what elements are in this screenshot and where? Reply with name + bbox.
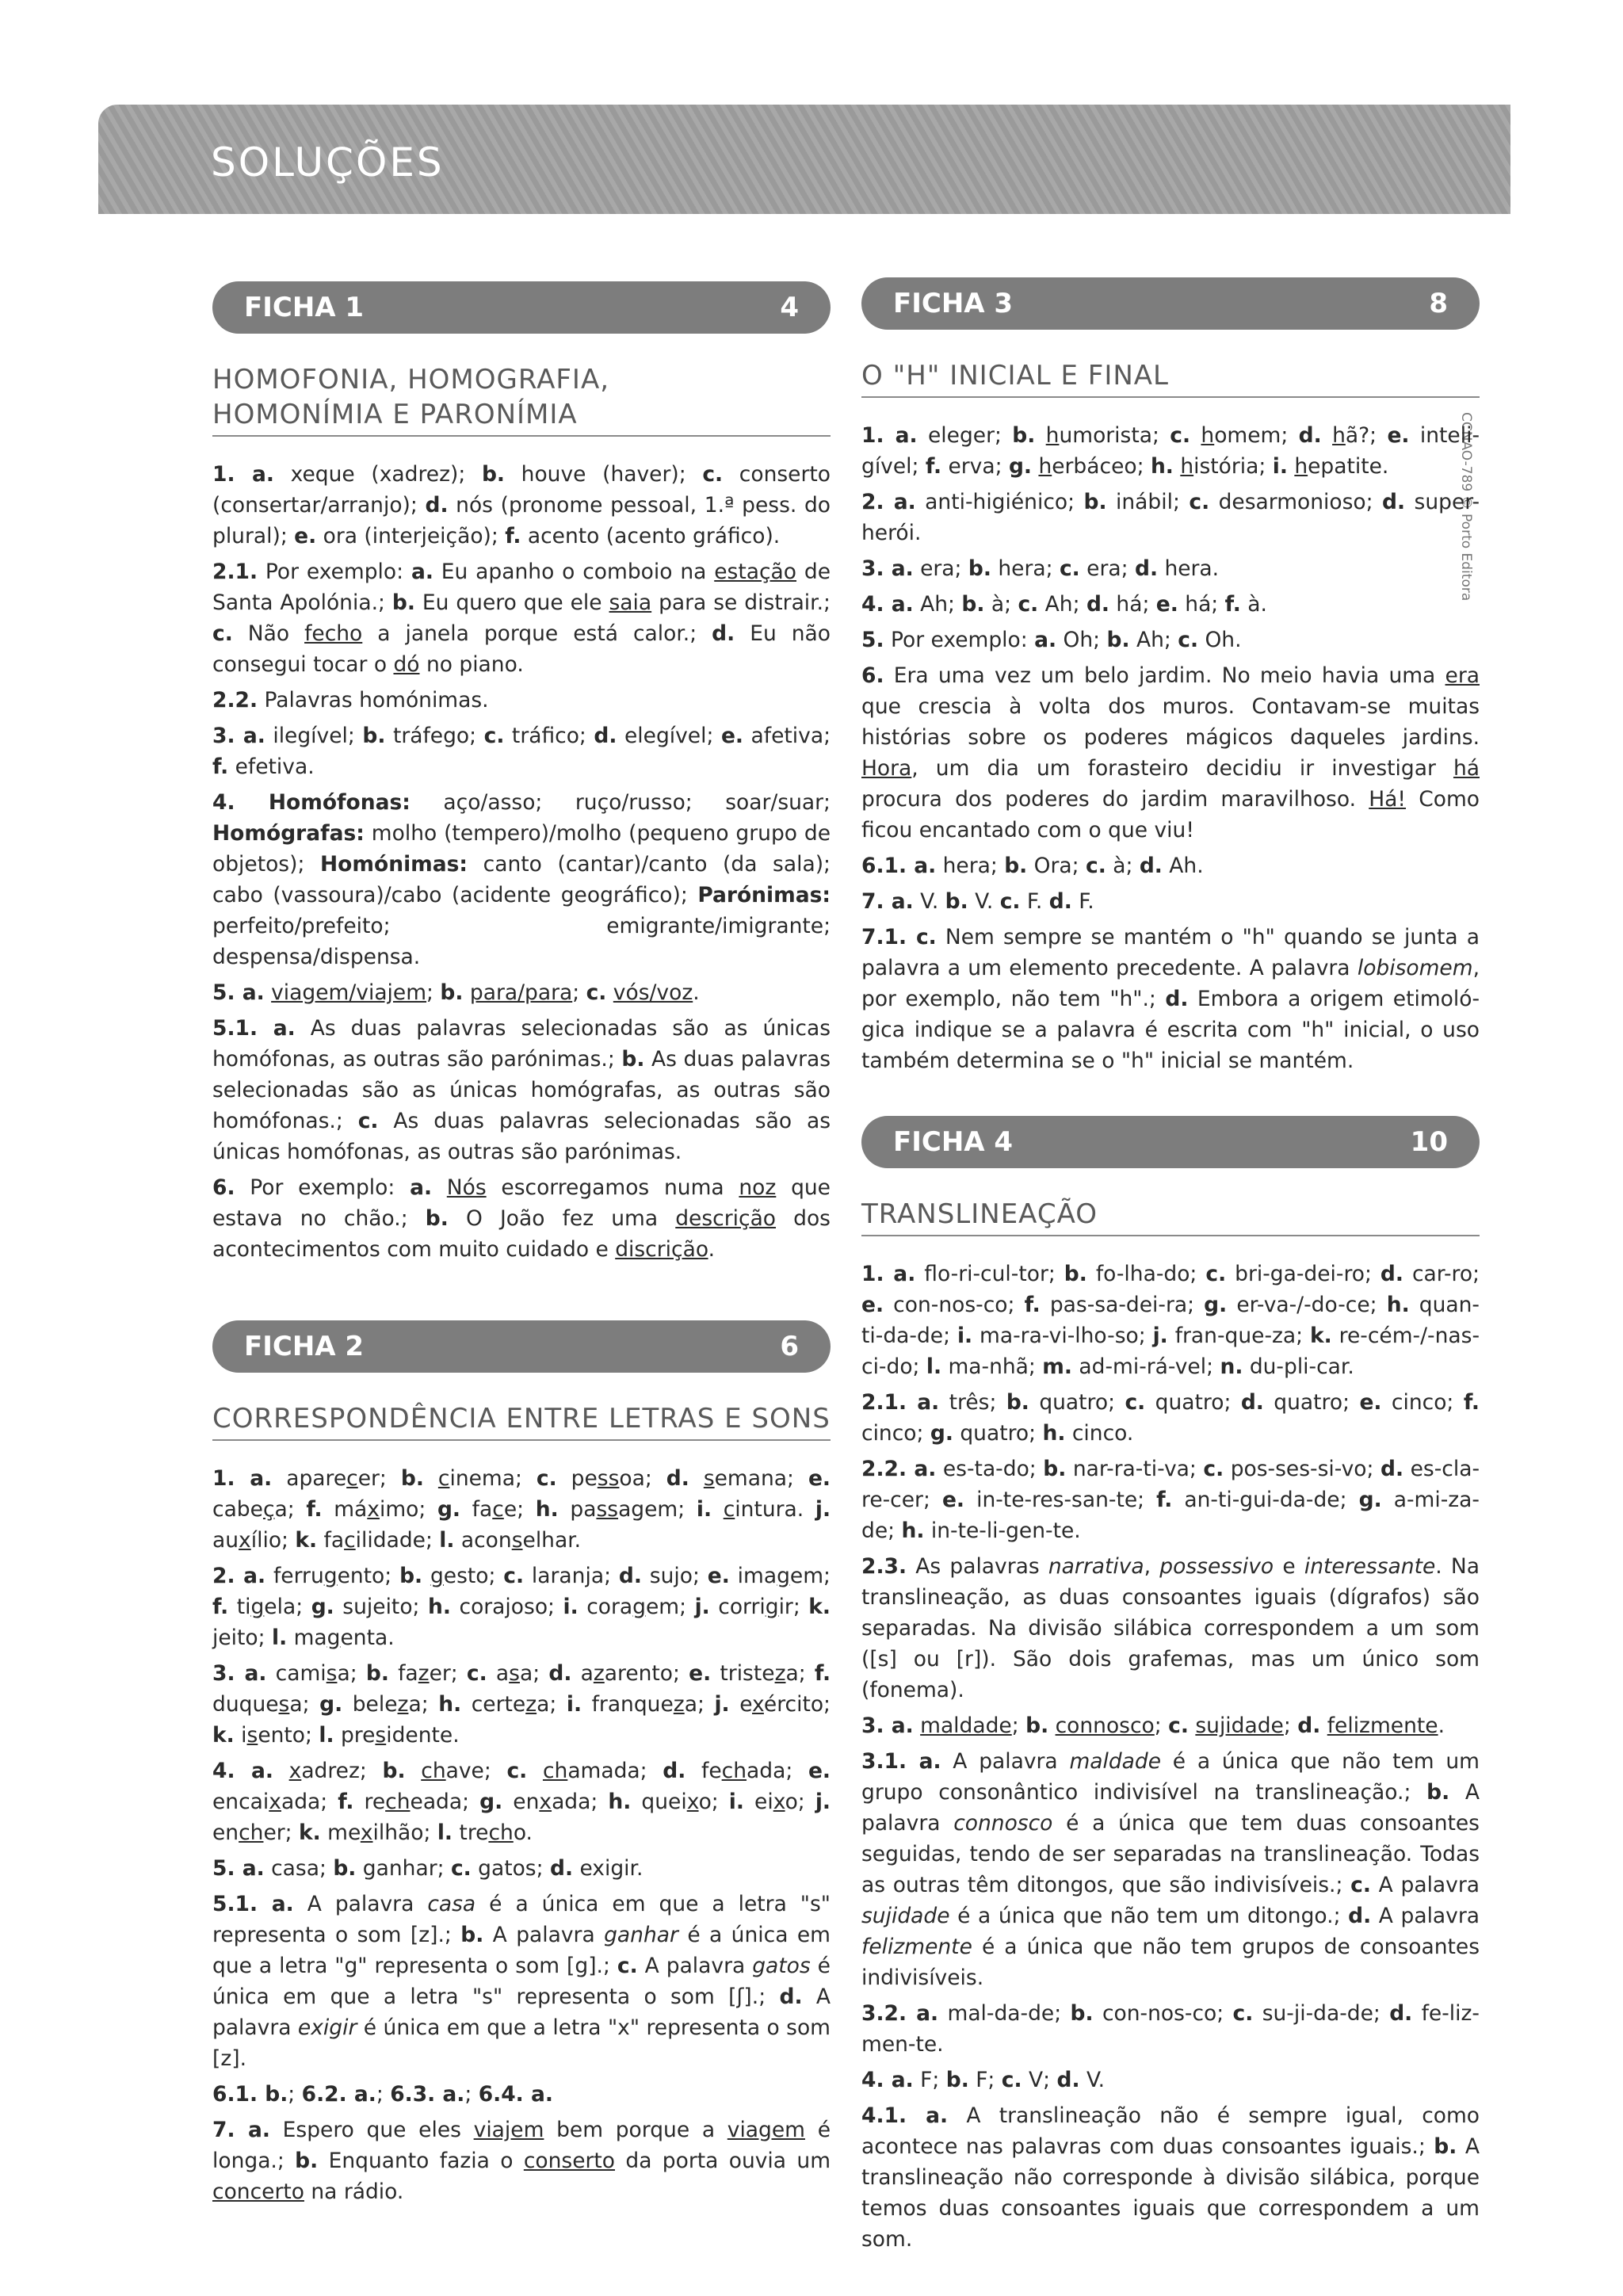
answer: 7. a. Espero que eles viajem bem porque a viagem é longa.; b. Enquanto fazia o conserto da porta ouvia um concerto na rádio. bbox=[212, 2118, 831, 2204]
ficha-3-bar bbox=[861, 277, 1480, 330]
answer: 4. a. F; b. F; c. V; d. V. bbox=[861, 2068, 1106, 2092]
answer: 1. a. xeque (xadrez); b. houve (haver); c. conserto (consertar/arranjo); d. nós (pronome pessoal, 1.ª pess. do plural); e. ora (interjeição); f. acento (acento gráfico). bbox=[212, 462, 831, 548]
answer: 4. a. Ah; b. à; c. Ah; d. há; e. há; f. à. bbox=[861, 592, 1267, 617]
answer: 4. a. xadrez; b. chave; c. chamada; d. fechada; e. encaixada; f. recheada; g. enxada; h. queixo; i. eixo; j. encher; k. mexilhão; l. trecho. bbox=[212, 1759, 831, 1845]
ficha-3-name: FICHA 3 bbox=[893, 288, 1014, 319]
answer: 2. a. anti-higiénico; b. inábil; c. desarmonioso; d. super-herói. bbox=[861, 490, 1480, 545]
ficha-1-name: FICHA 1 bbox=[244, 292, 365, 323]
ficha-3-title: O "H" INICIAL E FINAL bbox=[861, 358, 1480, 398]
answer: 2.1. a. três; b. quatro; c. quatro; d. quatro; e. cinco; f. cinco; g. quatro; h. cinco. bbox=[861, 1390, 1480, 1446]
publisher-credit: CCNAO-789 © Porto Editora bbox=[1458, 412, 1474, 602]
answer: 2.3. As palavras narrativa, possessivo e interessante. Na translineação, as duas consoantes iguais (dígrafos) são separadas. Na divisão silábica correspondem a um som ([s] ou [r]). São dois grafemas, mas um único som (fonema). bbox=[861, 1554, 1480, 1702]
ficha-4-name: FICHA 4 bbox=[893, 1126, 1014, 1158]
ficha-4-bar bbox=[861, 1116, 1480, 1168]
answer: 5. a. casa; b. ganhar; c. gatos; d. exigir. bbox=[212, 1856, 643, 1881]
answer: 1. a. eleger; b. humorista; c. homem; d. hã?; e. inteligível; f. erva; g. herbáceo; h. história; i. hepatite. bbox=[861, 423, 1480, 479]
answer: 3. a. maldade; b. connosco; c. sujidade; d. felizmente. bbox=[861, 1713, 1445, 1738]
answer: 1. a. flo-ri-cul-tor; b. fo-lha-do; c. bri-ga-dei-ro; d. car-ro; e. con-nos-co; f. pas-sa-dei-ra; g. er-va-/-do-ce; h. quan-ti-da-de; i. ma-ra-vi-lho-so; j. fran-que-za; k. re-cém-/-nas-ci-do; l. ma-nhã; m. ad-mi-rá-vel; n. du-pli-car. bbox=[861, 1262, 1480, 1379]
answer: 4. Homófonas: aço/asso; ruço/russo; soar/suar; Homógrafas: molho (tempero)/molho (pequeno grupo de objetos); Homónimas: canto (cantar)/canto (da sala); cabo (vassoura)/cabo (acidente geográfico); Parónimas: perfeito/prefeito; emigrante/imigrante; despensa/dispensa. bbox=[212, 790, 831, 969]
answer: 2.2. a. es-ta-do; b. nar-ra-ti-va; c. pos-ses-si-vo; d. es-cla-re-cer; e. in-te-res-san-te; f. an-ti-gui-da-de; g. a-mi-za-de; h. in-te-li-gen-te. bbox=[861, 1457, 1480, 1543]
answer: 2.1. Por exemplo: a. Eu apanho o comboio na estação de Santa Apolónia.; b. Eu quero que ele saia para se distrair.; c. Não fecho a janela porque está calor.; d. Eu não consegui tocar o dó no piano. bbox=[212, 560, 831, 677]
answer: 4.1. a. A translineação não é sempre igual, como acontece nas palavras com duas consoantes iguais.; b. A translineação não corresponde à divisão silábica, porque temos duas consoantes iguais que correspondem a um som. bbox=[861, 2103, 1480, 2252]
ficha-3-page: 8 bbox=[1429, 288, 1448, 319]
answer: 5. Por exemplo: a. Oh; b. Ah; c. Oh. bbox=[861, 628, 1242, 652]
ficha-4-title: TRANSLINEAÇÃO bbox=[861, 1197, 1480, 1236]
answer: 5.1. a. As duas palavras selecionadas são as únicas homófonas, as outras são parónimas.; b. As duas palavras selecionadas são as únicas homógrafas, as outras são homófonas.; c. As duas palavras selecionadas são as únicas homófonas, as outras são parónimas. bbox=[212, 1016, 831, 1164]
answer: 3.1. a. A palavra maldade é a única que não tem um grupo consonântico indivisível na translineação.; b. A palavra connosco é a única que tem duas consoantes seguidas, tendo de ser separadas na translineação. Todas as outras têm ditongos, que são indivisíveis.; c. A palavra sujidade é a única que não tem um ditongo.; d. A palavra felizmente é a única que não tem grupos de consoantes indivisíveis. bbox=[861, 1749, 1480, 1990]
answer: 3.2. a. mal-da-de; b. con-nos-co; c. su-ji-da-de; d. fe-liz-men-te. bbox=[861, 2001, 1480, 2057]
ficha-2-bar bbox=[212, 1320, 831, 1373]
answer: 5. a. viagem/viajem; b. para/para; c. vós/voz. bbox=[212, 980, 700, 1005]
right-column bbox=[861, 277, 1480, 2260]
answer: 6.1. a. hera; b. Ora; c. à; d. Ah. bbox=[861, 854, 1204, 878]
answer: 6.1. b.; 6.2. a.; 6.3. a.; 6.4. a. bbox=[212, 2082, 553, 2107]
ficha-1-bar bbox=[212, 281, 831, 334]
answer: 6. Por exemplo: a. Nós escorregamos numa noz que estava no chão.; b. O João fez uma descrição dos acontecimentos com muito cuidado e discrição. bbox=[212, 1175, 831, 1262]
answer: 7. a. V. b. V. c. F. d. F. bbox=[861, 889, 1094, 914]
ficha-2-page: 6 bbox=[780, 1331, 799, 1362]
solutions-banner bbox=[98, 105, 1510, 214]
ficha-1-title: HOMOFONIA, HOMOGRAFIA, HOMONÍMIA E PARONÍMIA bbox=[212, 362, 831, 437]
answer: 3. a. ilegível; b. tráfego; c. tráfico; d. elegível; e. afetiva; f. efetiva. bbox=[212, 724, 831, 779]
left-column bbox=[212, 281, 831, 2212]
page-title: SOLUÇÕES bbox=[211, 139, 445, 185]
answer: 5.1. a. A palavra casa é a única em que a letra "s" representa o som [z].; b. A palavra ganhar é a única em que a letra "g" representa o som [g].; c. A palavra gatos é única em que a letra "s" representa o som [ʃ].; d. A palavra exigir é única em que a letra "x" representa o som [z]. bbox=[212, 1892, 831, 2071]
answer: 7.1. c. Nem sempre se mantém o "h" quando se junta a palavra a um elemento precedente. A palavra lobisomem, por exemplo, não tem "h".; d. Embora a origem etimológica indique se a palavra é escrita com "h" inicial, o uso também determina se o "h" inicial se mantém. bbox=[861, 925, 1480, 1073]
answer: 1. a. aparecer; b. cinema; c. pessoa; d. semana; e. cabeça; f. máximo; g. face; h. passagem; i. cintura. j. auxílio; k. facilidade; l. aconselhar. bbox=[212, 1466, 831, 1553]
ficha-1-page: 4 bbox=[780, 292, 799, 323]
answer: 3. a. camisa; b. fazer; c. asa; d. azarento; e. tristeza; f. duquesa; g. beleza; h. certeza; i. franqueza; j. exército; k. isento; l. presidente. bbox=[212, 1661, 831, 1748]
ficha-2-title: CORRESPONDÊNCIA ENTRE LETRAS E SONS bbox=[212, 1401, 831, 1441]
ficha-4-page: 10 bbox=[1410, 1126, 1448, 1158]
answer: 2.2. Palavras homónimas. bbox=[212, 688, 489, 712]
answer: 2. a. ferrugento; b. gesto; c. laranja; d. sujo; e. imagem; f. tigela; g. sujeito; h. corajoso; i. coragem; j. corrigir; k. jeito; l. magenta. bbox=[212, 1564, 831, 1650]
answer: 3. a. era; b. hera; c. era; d. hera. bbox=[861, 556, 1220, 581]
ficha-2-name: FICHA 2 bbox=[244, 1331, 365, 1362]
answer: 6. Era uma vez um belo jardim. No meio havia uma era que crescia à volta dos muros. Contavam-se muitas histórias sobre os poderes mágicos daqueles jardins. Hora, um dia um forasteiro decidiu ir investigar há procura dos poderes do jardim maravilhoso. Há! Como ficou encantado com o que viu! bbox=[861, 663, 1480, 842]
